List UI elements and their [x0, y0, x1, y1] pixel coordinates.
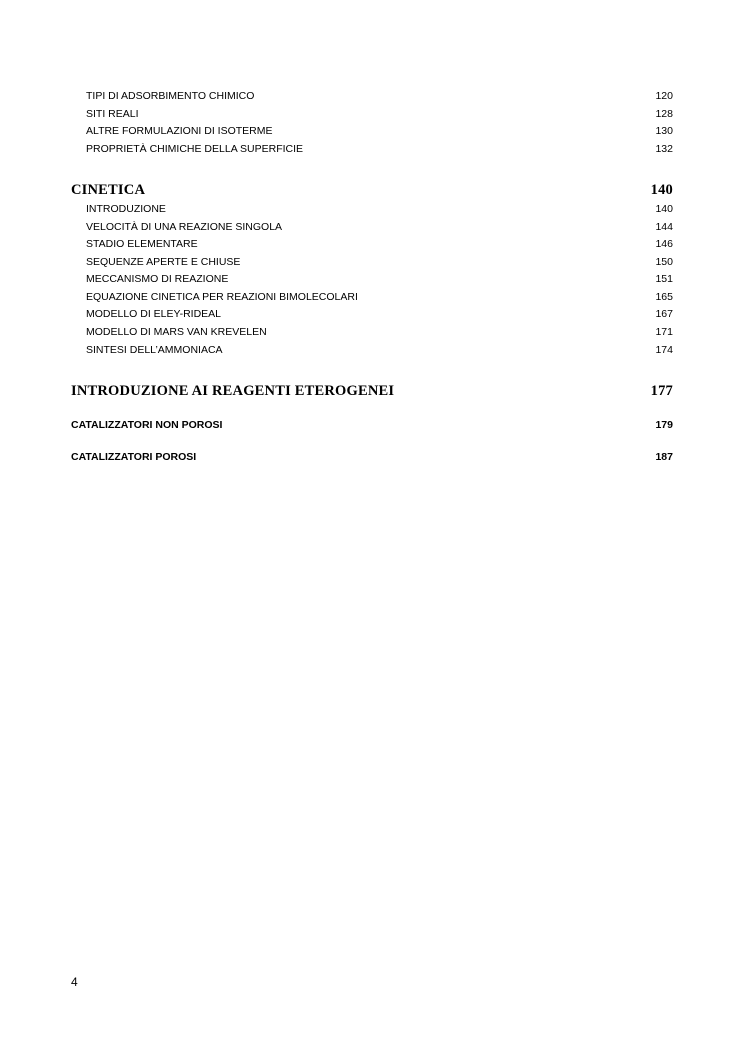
toc-chapter-page: 140 [650, 182, 673, 198]
toc-entry-page: 120 [655, 90, 673, 102]
toc-chapter-cinetica[interactable] [71, 180, 673, 200]
toc-chapter-page: 177 [650, 383, 673, 399]
toc-entry-title: MECCANISMO DI REAZIONE [86, 273, 229, 285]
toc-entry-introduzione[interactable] [86, 201, 673, 217]
toc-entry-eley-rideal[interactable] [86, 306, 673, 322]
toc-entry-title: INTRODUZIONE [86, 203, 166, 215]
toc-entry-equazione-cinetica[interactable] [86, 289, 673, 305]
toc-entry-page: 150 [655, 256, 673, 268]
toc-entry-page: 146 [655, 238, 673, 250]
toc-entry-proprieta-chimiche[interactable] [86, 141, 673, 157]
toc-entry-title: PROPRIETÀ CHIMICHE DELLA SUPERFICIE [86, 143, 304, 155]
toc-entry-page: 165 [655, 291, 673, 303]
toc-entry-title: ALTRE FORMULAZIONI DI ISOTERME [86, 125, 273, 137]
toc-entry-page: 132 [655, 143, 673, 155]
toc-section-page: 179 [655, 419, 673, 431]
toc-entry-page: 128 [655, 108, 673, 120]
toc-entry-page: 140 [655, 203, 673, 215]
toc-entry-tipi-adsorbimento[interactable] [86, 88, 673, 104]
toc-section-page: 187 [655, 451, 673, 463]
toc-entry-title: SITI REALI [86, 108, 139, 120]
toc-chapter-introduzione-reagenti[interactable] [71, 381, 673, 401]
toc-entry-meccanismo[interactable] [86, 271, 673, 287]
toc-entry-title: TIPI DI ADSORBIMENTO CHIMICO [86, 90, 255, 102]
toc-entry-velocita-reazione[interactable] [86, 219, 673, 235]
toc-entry-page: 151 [655, 273, 673, 285]
toc-entry-sintesi-ammoniaca[interactable] [86, 342, 673, 358]
toc-entry-siti-reali[interactable] [86, 106, 673, 122]
toc-entry-title: MODELLO DI ELEY-RIDEAL [86, 308, 221, 320]
toc-chapter-title: CINETICA [71, 182, 146, 198]
toc-entry-page: 144 [655, 221, 673, 233]
toc-entry-sequenze[interactable] [86, 254, 673, 270]
toc-entry-page: 171 [655, 326, 673, 338]
toc-entry-title: SINTESI DELL’AMMONIACA [86, 344, 223, 356]
toc-section-title: CATALIZZATORI POROSI [71, 451, 197, 463]
toc-section-title: CATALIZZATORI NON POROSI [71, 419, 223, 431]
toc-section-porosi[interactable] [71, 449, 673, 465]
toc-entry-title: SEQUENZE APERTE E CHIUSE [86, 256, 241, 268]
toc-entry-title: VELOCITÀ DI UNA REAZIONE SINGOLA [86, 221, 283, 233]
toc-entry-page: 174 [655, 344, 673, 356]
toc-entry-page: 167 [655, 308, 673, 320]
toc-entry-stadio-elementare[interactable] [86, 236, 673, 252]
toc-section-non-porosi[interactable] [71, 417, 673, 433]
toc-entry-page: 130 [655, 125, 673, 137]
toc-entry-altre-formulazioni[interactable] [86, 123, 673, 139]
toc-entry-mars-van-krevelen[interactable] [86, 324, 673, 340]
toc-entry-title: STADIO ELEMENTARE [86, 238, 198, 250]
toc-entry-title: EQUAZIONE CINETICA PER REAZIONI BIMOLECOLARI [86, 291, 358, 303]
toc-chapter-title: INTRODUZIONE AI REAGENTI ETEROGENEI [71, 383, 395, 399]
page-number: 4 [71, 975, 78, 989]
toc-entry-title: MODELLO DI MARS VAN KREVELEN [86, 326, 267, 338]
